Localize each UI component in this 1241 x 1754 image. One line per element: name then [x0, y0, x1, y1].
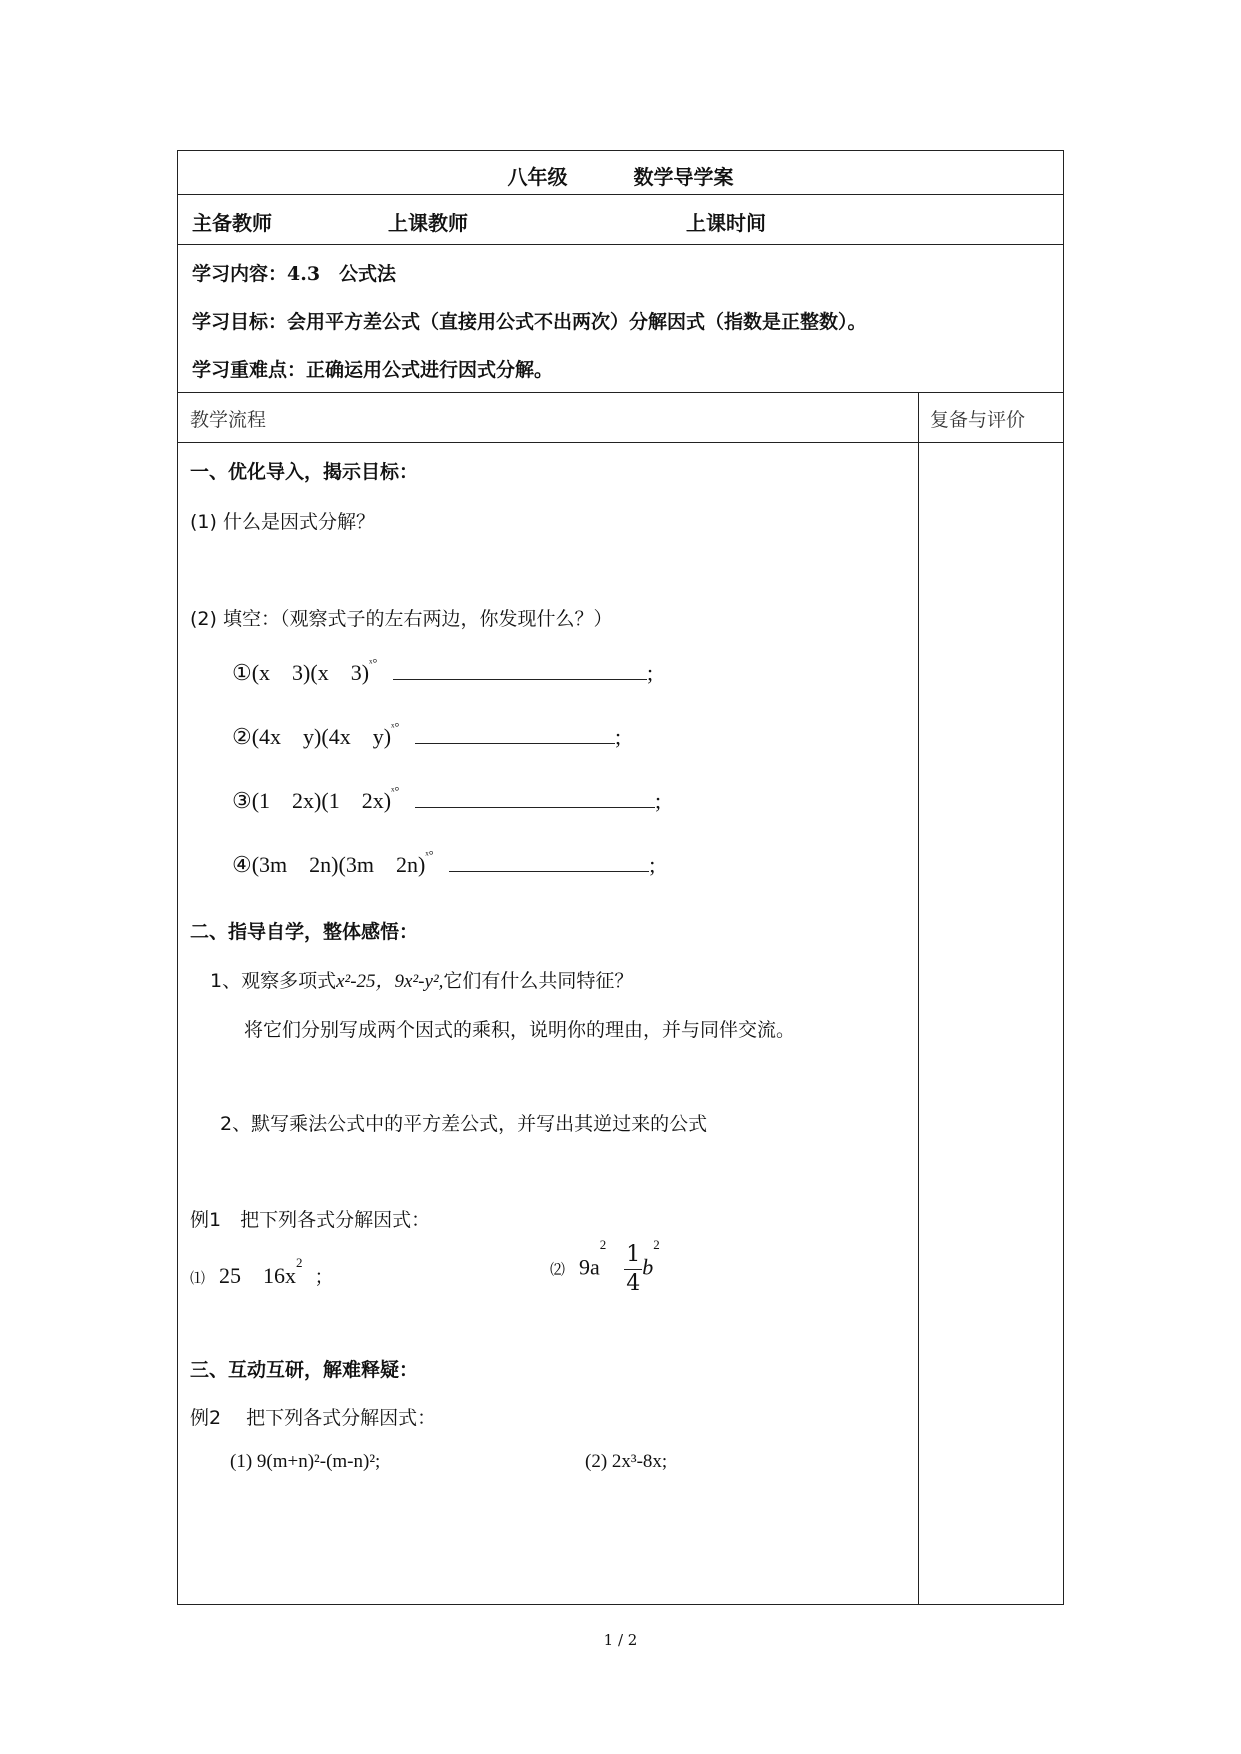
lesson-plan-table	[177, 150, 1064, 1605]
goals-row	[178, 245, 1063, 393]
part-b-right: b	[642, 1254, 654, 1280]
factor-instruction: 将它们分别写成两个因式的乘积，说明你的理由，并与同伴交流。	[244, 1019, 796, 1041]
review-evaluation-header: 复备与评价	[930, 409, 1026, 431]
fill-item-2: ②(4x y)(4x y)$^{ˣ^\circ}$ ;	[232, 720, 622, 749]
equals-placeholder-icon: ˣ°	[425, 848, 434, 862]
class-time-label: 上课时间	[686, 211, 766, 235]
class-teacher-label: 上课教师	[388, 211, 468, 235]
column-divider	[918, 393, 919, 1604]
example-1-label: 例1 把下列各式分解因式：	[190, 1209, 431, 1231]
subject-label: 数学导学案	[633, 165, 734, 189]
page-number: 1 / 2	[603, 1631, 638, 1649]
example-1-part-a: ⑴ 25 $16x^2$；	[190, 1255, 334, 1288]
blank-1[interactable]	[393, 659, 647, 680]
question-2: (2) 填空：（观察式子的左右两边，你发现什么？）	[190, 608, 613, 630]
item-1-mark: ①	[232, 660, 252, 685]
grade-label: 八年级	[507, 165, 568, 189]
fill-item-1: ①(x 3)(x 3)$^{ˣ^\circ}$ ;	[232, 656, 654, 685]
blank-3[interactable]	[415, 787, 655, 808]
page-title	[178, 161, 1063, 190]
part-b-number: ⑵	[550, 1260, 566, 1279]
item-4-mark: ④	[232, 852, 252, 877]
title-row	[178, 151, 1063, 195]
learning-objective: 学习目标：会用平方差公式（直接用公式不出两次）分解因式（指数是正整数）。	[192, 311, 867, 333]
example-2-part-b: (2) 2x³-8x;	[585, 1451, 668, 1472]
item-3-expr: (1 2x)(1 2x)	[251, 788, 392, 813]
equals-placeholder-icon: ˣ°	[391, 784, 400, 798]
blank-4[interactable]	[449, 851, 649, 872]
item-2-expr: (4x y)(4x y)	[251, 724, 392, 749]
example-1-part-b: ⑵ $9a^2$ $\frac{1}{4}$ $b^2$	[550, 1237, 660, 1296]
example-2-label: 例2 把下列各式分解因式：	[190, 1407, 437, 1429]
item-1-expr: (x 3)(x 3)	[251, 660, 370, 685]
teaching-process-header: 教学流程	[190, 409, 267, 431]
fill-item-4: ④(3m 2n)(3m 2n)$^{ˣ^\circ}$ ;	[232, 848, 656, 877]
section2-heading: 二、指导自学，整体感悟：	[190, 921, 419, 943]
part-a-expr: 25 16x	[219, 1263, 297, 1288]
fill-item-3: ③(1 2x)(1 2x)$^{ˣ^\circ}$ ;	[232, 784, 662, 813]
question-1: (1) 什么是因式分解？	[190, 511, 375, 533]
part-a-end: ；	[314, 1266, 334, 1288]
blank-2[interactable]	[415, 723, 615, 744]
equals-placeholder-icon: ˣ°	[391, 720, 400, 734]
fraction-one-quarter: $\frac{1}{4}$	[626, 1242, 641, 1296]
section3-heading: 三、互动互研，解难释疑：	[190, 1359, 419, 1381]
example-2-part-a: (1) 9(m+n)²-(m-n)²;	[230, 1451, 381, 1472]
lead-teacher-label: 主备教师	[192, 211, 272, 235]
formula-instruction: 2、默写乘法公式中的平方差公式，并写出其逆过来的公式	[220, 1113, 708, 1135]
section1-heading: 一、优化导入，揭示目标：	[190, 461, 419, 483]
item-2-mark: ②	[232, 724, 252, 749]
observe-polynomials: 1、观察多项式x²-25，9x²-y²,它们有什么共同特征？	[210, 970, 634, 992]
teacher-row	[178, 195, 1063, 245]
item-3-mark: ③	[232, 788, 252, 813]
item-4-expr: (3m 2n)(3m 2n)	[251, 852, 426, 877]
learning-content: 学习内容：4.3 公式法	[192, 263, 397, 285]
learning-key-points: 学习重难点：正确运用公式进行因式分解。	[192, 359, 554, 381]
equals-placeholder-icon: ˣ°	[369, 656, 378, 670]
part-b-left: 9a	[579, 1254, 600, 1280]
part-a-number: ⑴	[190, 1269, 206, 1287]
column-header-row	[178, 393, 1063, 443]
polynomials-math: x²-25，9x²-y²,	[336, 971, 444, 992]
